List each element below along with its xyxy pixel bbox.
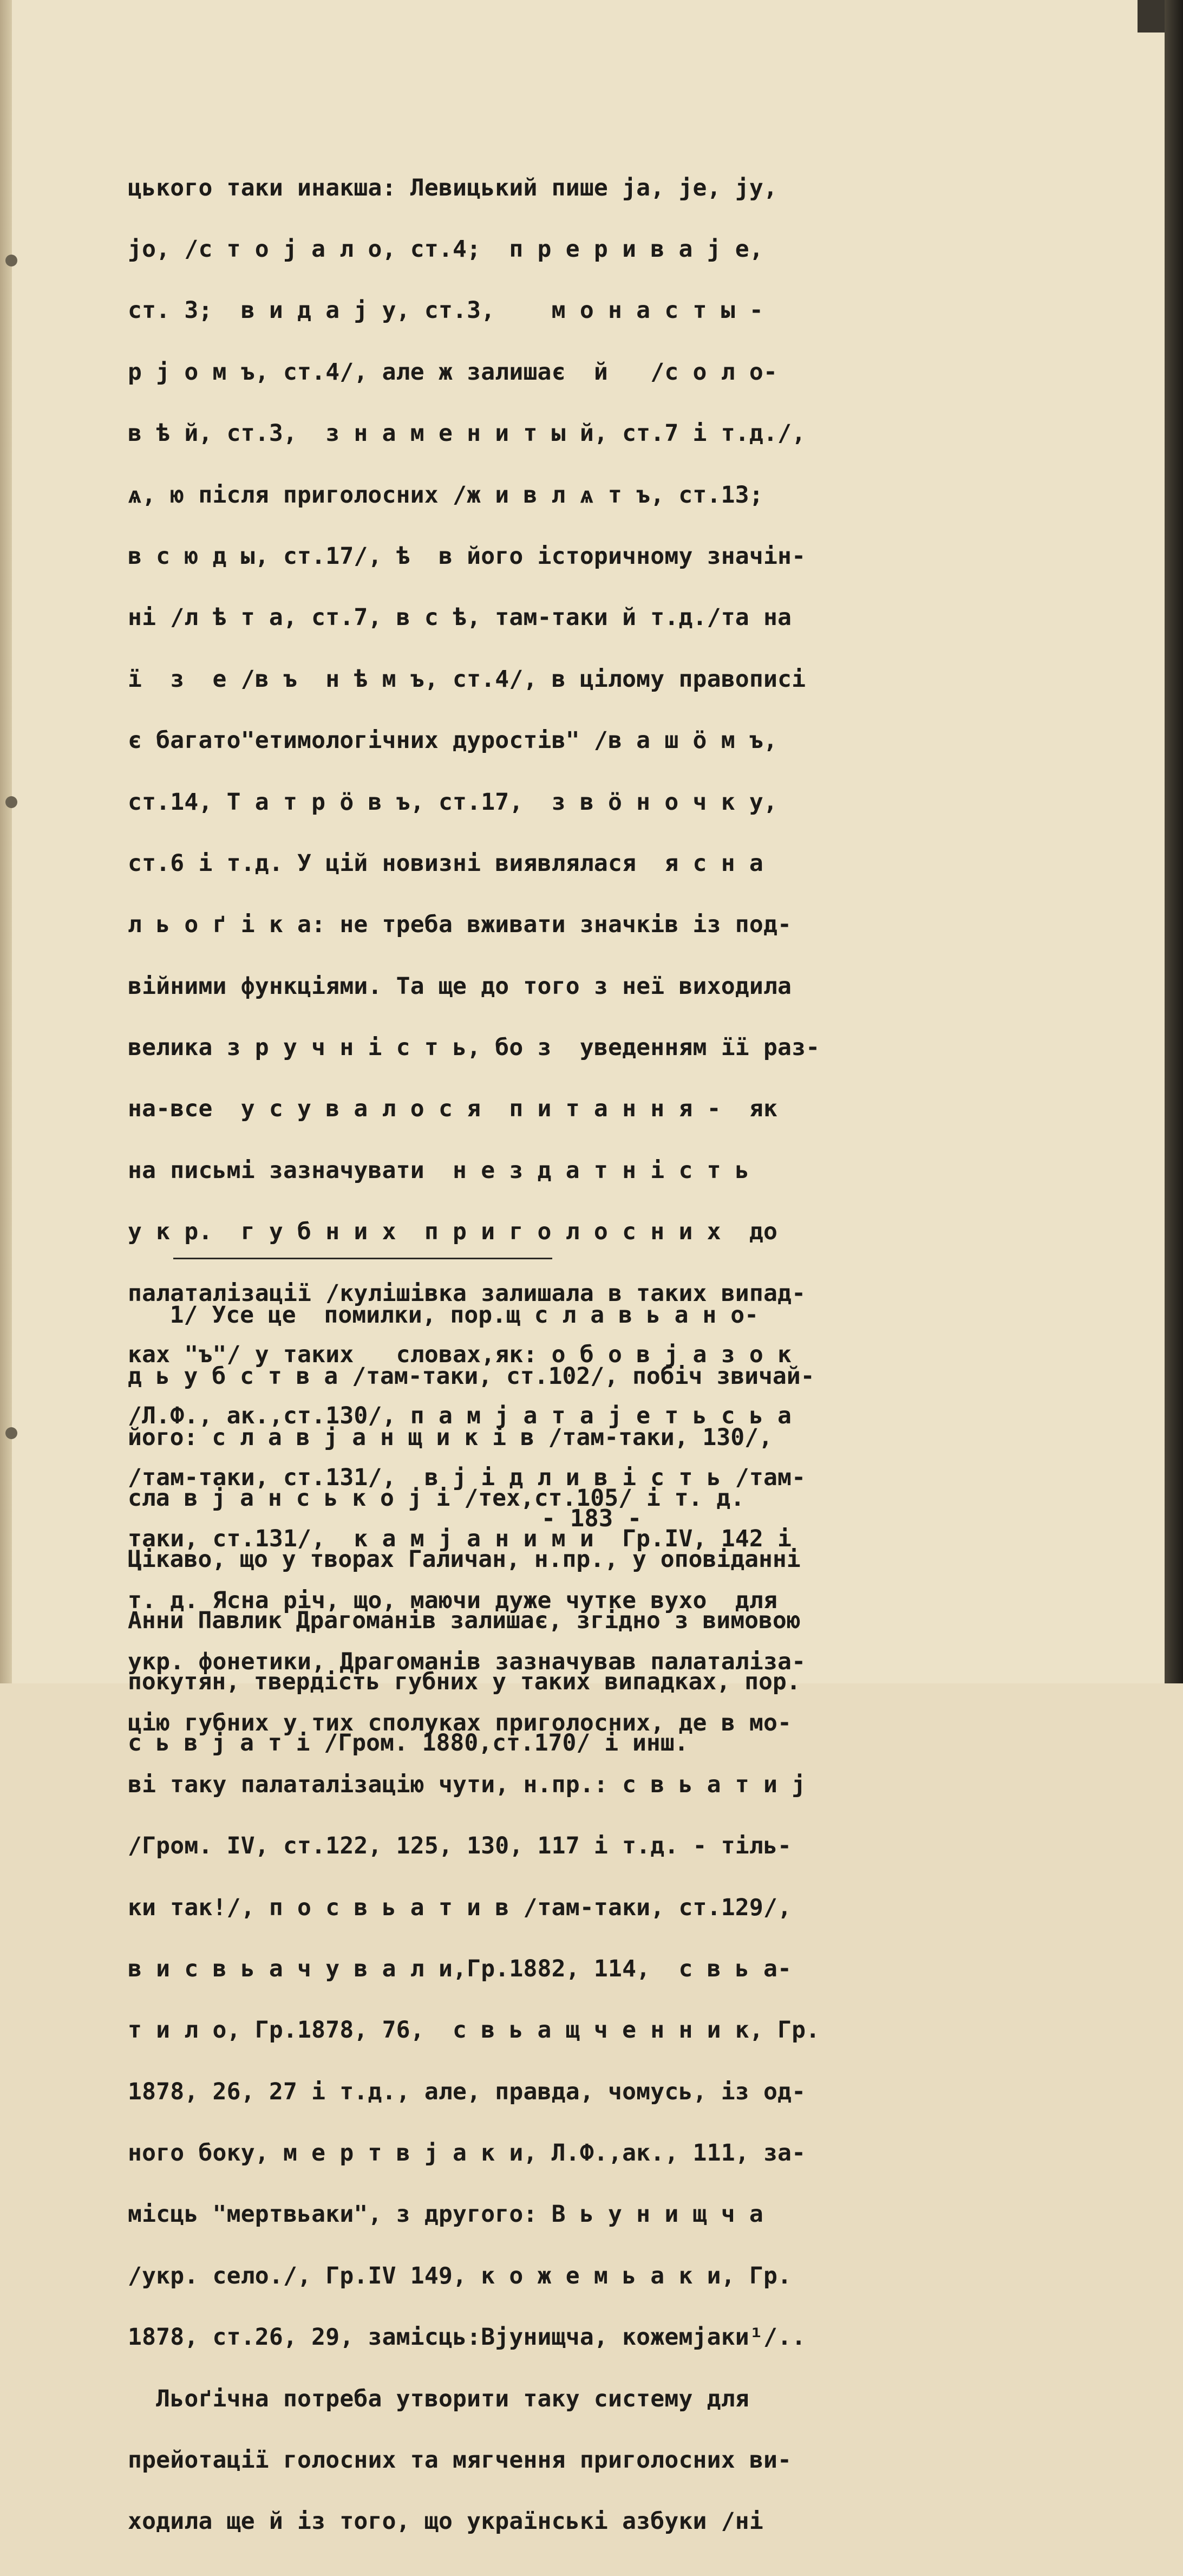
body-line: 1878, ст.26, 29, замісць:Вјунищча, кожемјаки¹/.. — [128, 2324, 806, 2351]
body-line: ного боку, м е р т в ј а к и, Л.Ф.,ак., 111, за- — [128, 2139, 806, 2167]
body-line: ст. 3; в и д а ј у, ст.3, м о н а с т ы - — [128, 297, 763, 324]
body-line: цького таки инакша: Левицький пише јa, јe, јy, — [128, 174, 778, 201]
body-line: ст.14, Т а т р ö в ъ, ст.17, з в ö н о ч к у, — [128, 788, 778, 816]
body-line: ки так!/, п о с в ь а т и в /там-таки, ст.129/, — [128, 1894, 792, 1921]
body-line: т. д. Ясна річ, що, маючи дуже чутке вухо для — [128, 1586, 778, 1614]
body-line: в ѣ й, ст.3, з н а м е н и т ы й, ст.7 і т.д./, — [128, 420, 806, 447]
body-line: /Гром. IV, ст.122, 125, 130, 117 і т.д. - тіль- — [128, 1832, 792, 1860]
footnote-line: д ь у б с т в а /там-таки, ст.102/, побіч звичай- — [128, 1362, 815, 1390]
binding-hole — [5, 1427, 17, 1439]
body-line: јo, /с т о ј а л о, ст.4; п р е р и в а ј е, — [128, 235, 763, 263]
body-line: велика з р у ч н і с т ь, бо з уведенням її раз- — [128, 1034, 820, 1062]
body-line: ст.6 і т.д. У цій новизні виявлялася я с н а — [128, 849, 763, 877]
body-line: в с ю д ы, ст.17/, ѣ в його історичному значін- — [128, 542, 806, 570]
footnote-line: покутян, твердість губних у таких випадках, пор. — [128, 1668, 801, 1695]
binding-hole — [5, 255, 17, 266]
body-line: ках "ъ"/ у таких словах,як: о б о в ј а з о к — [128, 1341, 792, 1369]
body-line: /укр. село./, Гр.IV 149, к о ж е м ь а к и, Гр. — [128, 2262, 792, 2289]
body-line: Льоґічна потреба утворити таку систему для — [128, 2385, 749, 2412]
footnote-divider — [173, 1258, 552, 1259]
footnote-line: 1/ Усе це помилки, пор.щ с л а в ь а н о- — [128, 1302, 759, 1329]
right-page-edge — [1165, 0, 1183, 1683]
corner-stain — [1138, 0, 1165, 32]
body-line: /там-таки, ст.131/, в ј і д л и в і с т ь /там- — [128, 1463, 806, 1491]
body-line: палаталізації /кулішівка залишала в таких випад- — [128, 1279, 806, 1307]
body-line: ї з е /в ъ н ѣ м ъ, ст.4/, в цілому правописі — [128, 665, 806, 693]
body-line: цію губних у тих сполуках приголосних, де в мо- — [128, 1709, 792, 1737]
body-line: укр. фонетики, Драгоманів зазначував палаталіза- — [128, 1648, 806, 1675]
footnote-line: сла в ј а н с ь к о ј і /тех,ст.105/ і т. д. — [128, 1485, 745, 1512]
body-line: у к р. г у б н и х п р и г о л о с н и х до — [128, 1218, 778, 1246]
body-line: в и с в ь а ч у в а л и,Гр.1882, 114, с в ь а- — [128, 1955, 792, 1982]
body-line: т и л о, Гр.1878, 76, с в ь а щ ч е н н и к, Гр. — [128, 2016, 820, 2044]
body-line: ві таку палаталізацію чути, н.пр.: с в ь а т и ј — [128, 1771, 806, 1798]
body-line: ні /л ѣ т а, ст.7, в с ѣ, там-таки й т.д./та на — [128, 604, 792, 632]
body-line: на-все у с у в а л о с я п и т а н н я - як — [128, 1095, 778, 1123]
body-line: /Л.Ф., ак.,ст.130/, п а м ј а т а ј е т ь с ь а — [128, 1402, 792, 1430]
body-line: війними функціями. Та ще до того з неї виходила — [128, 972, 792, 1000]
body-line: р ј о м ъ, ст.4/, але ж залишає й /с о л о- — [128, 358, 778, 386]
body-line: є багато"етимологічних дуростів" /в а ш ö м ъ, — [128, 727, 778, 754]
body-line: прейотації голосних та мягчення приголосних ви- — [128, 2447, 792, 2474]
footnote-line: с ь в ј а т і /Гром. 1880,ст.170/ і инш. — [128, 1729, 689, 1757]
body-line: на письмі зазначувати н е з д а т н і с т ь — [128, 1156, 749, 1184]
body-line: 1878, 26, 27 і т.д., але, правда, чомусь, із од- — [128, 2078, 806, 2105]
body-line: л ь о ґ і к а: не треба вживати значків із под- — [128, 911, 792, 939]
footnote-line: його: с л а в ј а н щ и к і в /там-таки, 130/, — [128, 1423, 773, 1451]
footnote-line: Анни Павлик Драгоманів залишає, згідно з вимовою — [128, 1606, 801, 1634]
body-line: ѧ, ю після приголосних /ж и в л ѧ т ъ, ст.13; — [128, 481, 763, 509]
body-line: ходила ще й із того, що українські азбуки /ні — [128, 2508, 763, 2535]
body-line: місць "мертвьаки", з другого: В ь у н и щ ч а — [128, 2201, 763, 2228]
page-number: - 183 - — [541, 1505, 642, 1532]
footnote-line: Цікаво, що у творах Галичан, н.пр., у оповіданні — [128, 1546, 801, 1573]
body-line: таки, ст.131/, к а м ј а н и м и Гр.IV, 142 і — [128, 1525, 792, 1553]
binding-hole — [5, 796, 17, 808]
